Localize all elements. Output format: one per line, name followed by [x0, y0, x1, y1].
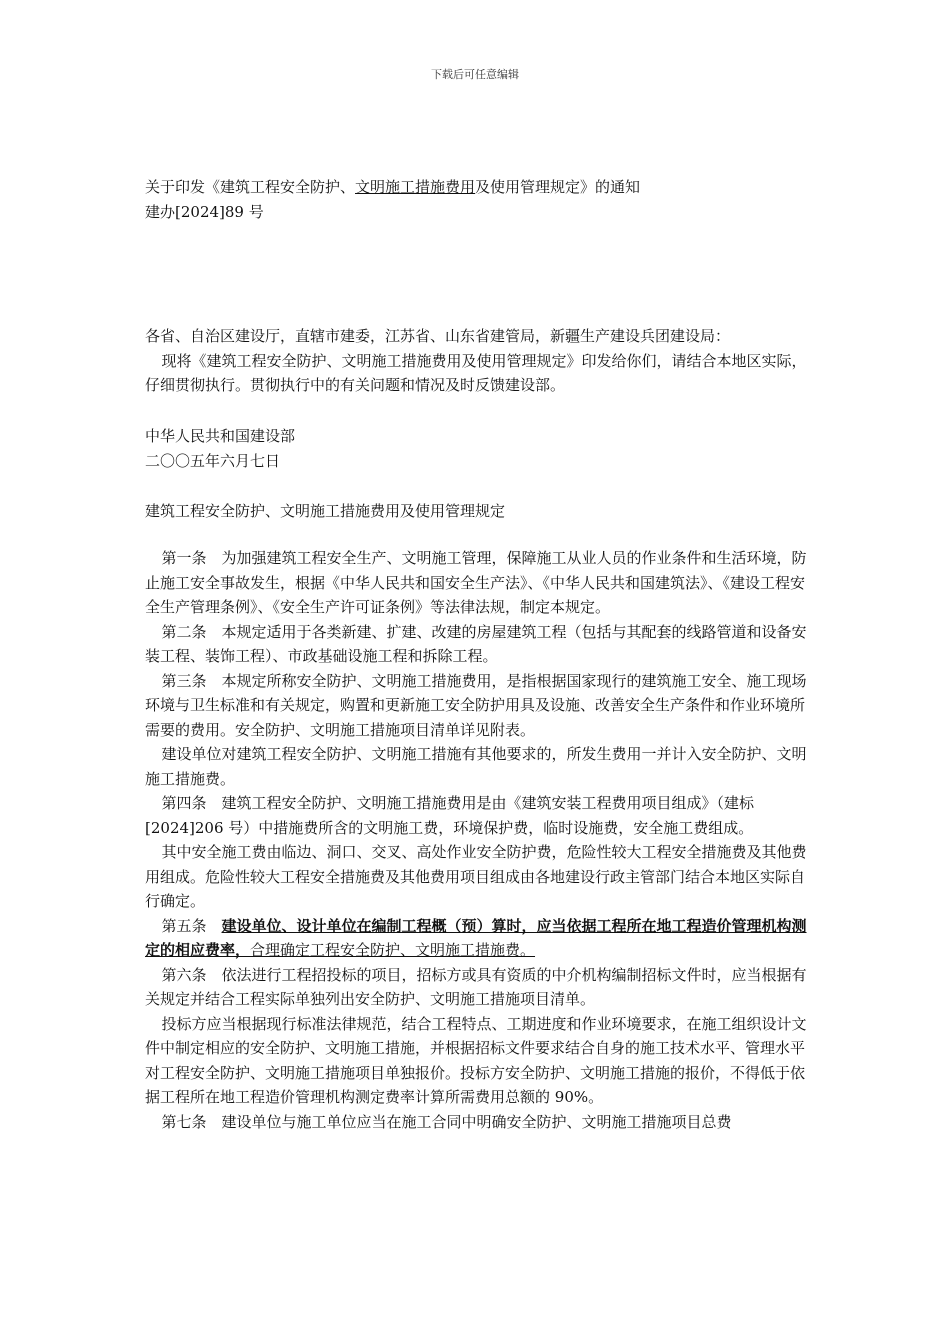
article-5-label: 第五条: [161, 916, 222, 935]
article-4: 第四条 建筑工程安全防护、文明施工措施费用是由《建筑安装工程费用项目组成》（建标[2024]206 号）中措施费所含的文明施工费，环境保护费，临时设施费，安全施工费组成。: [145, 794, 755, 837]
article-3: 第三条 本规定所称安全防护、文明施工措施费用，是指根据国家现行的建筑施工安全、施工现场环境与卫生标准和有关规定，购置和更新施工安全防护用具及设施、改善安全生产条件和作业环境所需要的费用。安全防护、文明施工措施项目清单详见附表。: [145, 671, 807, 739]
header-note: 下载后可任意编辑: [431, 68, 519, 81]
articles: [145, 546, 815, 1134]
addressee-block: [145, 324, 815, 398]
article-5-rest: 合理确定工程安全防护、文明施工措施费。: [250, 941, 536, 959]
article-6: 第六条 依法进行工程招投标的项目，招标方或具有资质的中介机构编制招标文件时，应当根据有关规定并结合工程实际单独列出安全防护、文明施工措施项目清单。: [145, 965, 807, 1008]
signature-block: [145, 424, 815, 473]
signature-org: 中华人民共和国建设部: [145, 427, 296, 445]
article-5-emphasis: 建设单位、设计单位在编制工程概（预）算时，应当依据工程所在地工程造价管理机构测定的相应费率，: [145, 916, 807, 959]
article-6-continued: 投标方应当根据现行标准法律规范，结合工程特点、工期进度和作业环境要求，在施工组织设计文件中制定相应的安全防护、文明施工措施，并根据招标文件要求结合自身的施工技术水平、管理水平对工程安全防护、文明施工措施项目单独报价。投标方安全防护、文明施工措施的报价，不得低于依据工程所在地工程造价管理机构测定费率计算所需费用总额的 90%。: [145, 1014, 807, 1106]
article-5: [145, 914, 815, 963]
article-1: 第一条 为加强建筑工程安全生产、文明施工管理，保障施工从业人员的作业条件和生活环境，防止施工安全事故发生，根据《中华人民共和国安全生产法》、《中华人民共和国建筑法》、《建设工程安全生产管理条例》、《安全生产许可证条例》等法律法规，制定本规定。: [145, 549, 807, 616]
addressee: 各省、自治区建设厅，直辖市建委，江苏省、山东省建管局，新疆生产建设兵团建设局：: [145, 327, 731, 345]
doc-number: 建办[2024]89 号: [145, 202, 264, 221]
intro-paragraph: 现将《建筑工程安全防护、文明施工措施费用及使用管理规定》印发给你们，请结合本地区实际，仔细贯彻执行。贯彻执行中的有关问题和情况及时反馈建设部。: [145, 351, 807, 394]
article-7: 第七条 建设单位与施工单位应当在施工合同中明确安全防护、文明施工措施项目总费: [161, 1112, 732, 1131]
notice-title-part: 关于印发《建筑工程安全防护、: [145, 178, 356, 196]
regulation-title: 建筑工程安全防护、文明施工措施费用及使用管理规定: [145, 502, 506, 520]
article-4-continued: 其中安全施工费由临边、洞口、交叉、高处作业安全防护费，危险性较大工程安全措施费及其他费用组成。危险性较大工程安全措施费及其他费用项目组成由各地建设行政主管部门结合本地区实际自行确定。: [145, 843, 807, 910]
notice-title-underlined: 文明施工措施费用: [355, 178, 476, 196]
article-3-continued: 建设单位对建筑工程安全防护、文明施工措施有其他要求的，所发生费用一并计入安全防护、文明施工措施费。: [145, 745, 807, 788]
notice-title-block: [145, 175, 815, 224]
notice-title: [145, 175, 815, 200]
signature-date: 二〇〇五年六月七日: [145, 451, 281, 470]
article-2: 第二条 本规定适用于各类新建、扩建、改建的房屋建筑工程（包括与其配套的线路管道和设备安装工程、装饰工程）、市政基础设施工程和拆除工程。: [145, 622, 807, 665]
notice-title-part: 及使用管理规定》的通知: [475, 178, 641, 196]
